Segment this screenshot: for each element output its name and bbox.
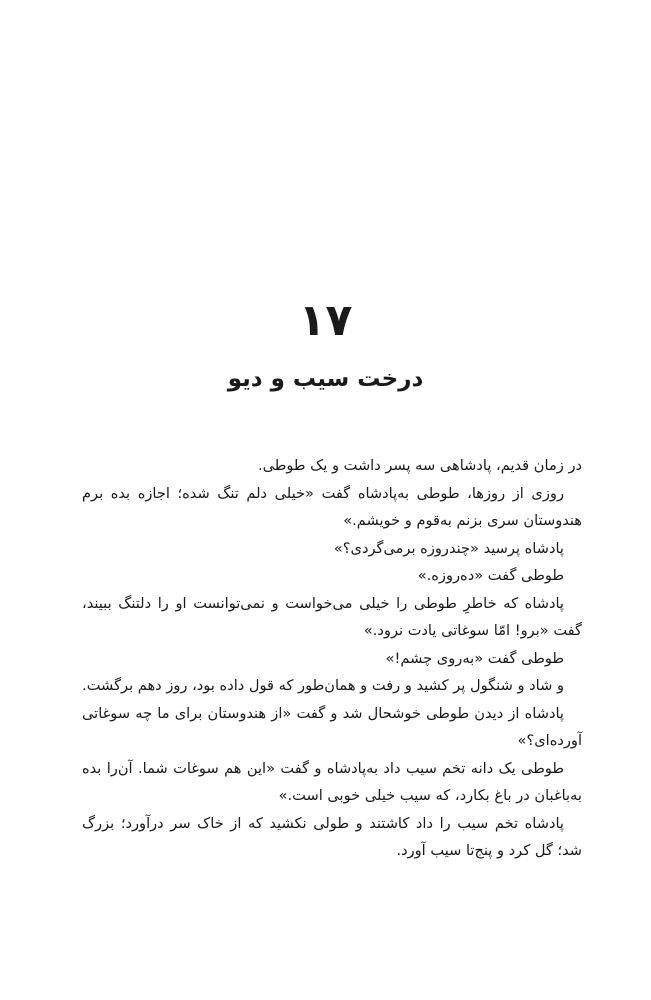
paragraph: پادشاه پرسید «چندروزه برمی‌گردی؟» xyxy=(333,539,564,557)
paragraph: پادشاه تخم سیب را داد کاشتند و طولی نکشید که از خاک سر درآورد؛ بزرگ شد؛ گل کرد و پنج‌تا سیب آورد. xyxy=(82,814,582,859)
paragraph: در زمان قدیم، پادشاهی سه پسر داشت و یک طوطی. xyxy=(257,457,582,474)
story-body xyxy=(82,452,582,865)
paragraph: پادشاه از دیدن طوطی خوشحال شد و گفت «از هندوستان برای ما چه سوغاتی آورده‌ای؟» xyxy=(82,704,582,749)
chapter-title: درخت سیب و دیو xyxy=(227,366,424,392)
paragraph: طوطی گفت «ده‌روزه.» xyxy=(417,567,564,584)
paragraph: و شاد و شنگول پر کشید و رفت و همان‌طور که قول داده بود، روز دهم برگشت. xyxy=(82,677,564,694)
paragraph: طوطی گفت «به‌روی چشم!» xyxy=(385,649,564,667)
paragraph: پادشاه که خاطرِ طوطی را خیلی می‌خواست و نمی‌توانست او را دلتنگ ببیند، گفت «برو! امّا سوغاتی یادت نرود.» xyxy=(82,594,582,639)
chapter-number: ۱۷ xyxy=(298,295,353,346)
paragraph: روزی از روزها، طوطی به‌پادشاه گفت «خیلی دلم تنگ شده؛ اجازه بده برم هندوستان سری بزنم به‌قوم و خویشم.» xyxy=(82,484,582,529)
paragraph: طوطی یک دانه تخم سیب داد به‌پادشاه و گفت «این هم سوغات شما. آن‌را بده به‌باغبان در باغ بکارد، که سیب خیلی خوبی است.» xyxy=(82,759,582,804)
